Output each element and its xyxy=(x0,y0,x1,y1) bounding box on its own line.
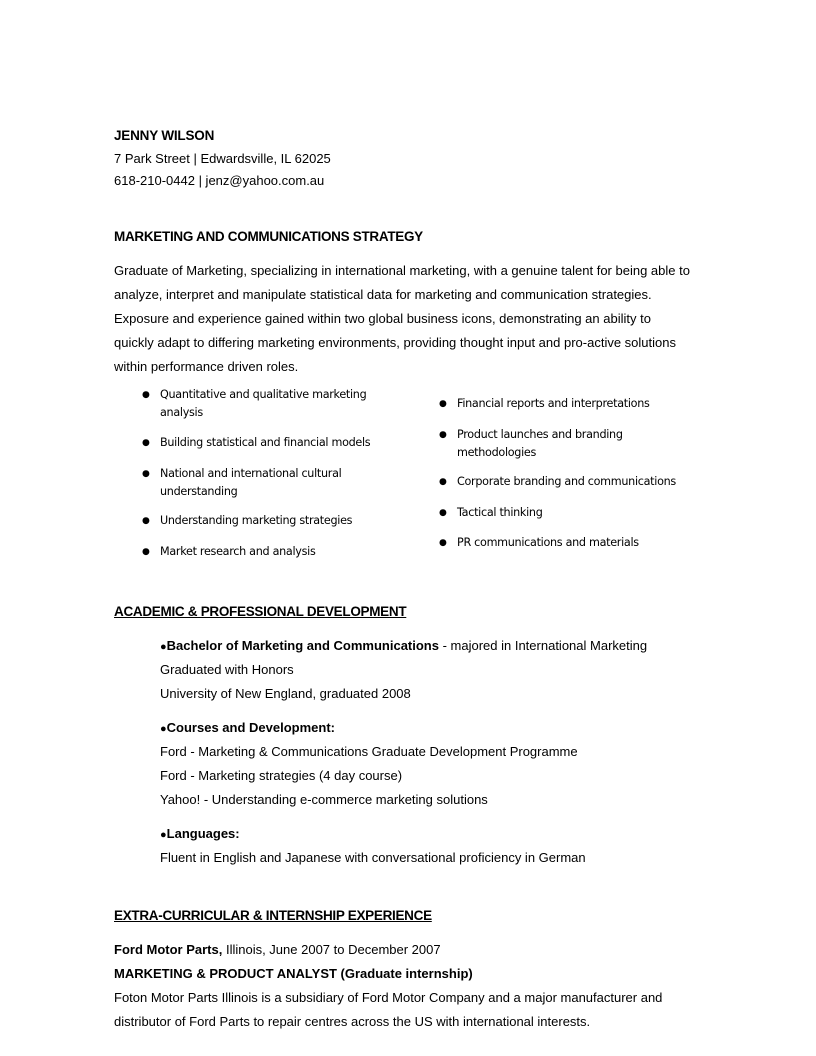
bullet-icon: ● xyxy=(439,430,447,440)
summary-heading: MARKETING AND COMMUNICATIONS STRATEGY xyxy=(114,229,423,244)
skill-item: ● Tactical thinking xyxy=(457,504,717,522)
skill-item: ● Financial reports and interpretations xyxy=(457,395,717,413)
degree-university: University of New England, graduated 2008 xyxy=(160,686,411,701)
bullet-icon: ● xyxy=(142,438,150,448)
degree-honors: Graduated with Honors xyxy=(160,662,294,677)
experience-heading: EXTRA-CURRICULAR & INTERNSHIP EXPERIENCE xyxy=(114,908,432,923)
skill-item: ● Corporate branding and communications xyxy=(457,473,697,491)
skill-item: ● Building statistical and financial models xyxy=(160,434,420,452)
degree-major: - majored in International Marketing xyxy=(438,638,648,653)
bullet-icon: ● xyxy=(439,508,447,518)
summary-line: Graduate of Marketing, specializing in international marketing, with a genuine talent for being able to xyxy=(114,263,690,278)
courses-heading: ●Courses and Development: xyxy=(160,720,335,735)
experience-description-line: distributor of Ford Parts to repair centres across the US with international interests. xyxy=(114,1014,591,1029)
academic-heading: ACADEMIC & PROFESSIONAL DEVELOPMENT xyxy=(114,604,407,619)
skill-item: ● Understanding marketing strategies xyxy=(160,512,420,530)
bullet-icon: ● xyxy=(142,516,150,526)
skill-item: ● Quantitative and qualitative marketing analysis xyxy=(142,388,367,419)
company-line xyxy=(114,942,441,957)
bullet-icon: ● xyxy=(142,469,150,479)
languages-text: Fluent in English and Japanese with conversational proficiency in German xyxy=(160,850,586,865)
bullet-icon: ● xyxy=(160,723,167,735)
candidate-name: JENNY WILSON xyxy=(114,128,215,143)
degree-line xyxy=(160,638,647,653)
skill-item: ● Product launches and branding methodologies xyxy=(439,428,623,459)
summary-line: Exposure and experience gained within two global business icons, demonstrating an ability to xyxy=(114,311,651,326)
summary-paragraph xyxy=(114,259,714,379)
languages-heading: ●Languages: xyxy=(160,826,240,841)
summary-line: analyze, interpret and manipulate statistical data for marketing and communication strategies. xyxy=(114,287,652,302)
skill-item: ● National and international cultural understanding xyxy=(142,467,342,498)
skill-item: ● PR communications and materials xyxy=(457,534,717,552)
bullet-icon: ● xyxy=(142,390,150,400)
degree-title: Bachelor of Marketing and Communications xyxy=(166,638,439,653)
bullet-icon: ● xyxy=(439,477,447,487)
course-item: Ford - Marketing & Communications Graduate Development Programme xyxy=(160,744,578,759)
bullet-icon: ● xyxy=(160,829,167,841)
bullet-icon: ● xyxy=(439,399,447,409)
summary-line: quickly adapt to differing marketing environments, providing thought input and pro-active solutions xyxy=(114,335,676,350)
experience-description-line: Foton Motor Parts Illinois is a subsidiary of Ford Motor Company and a major manufacturer and xyxy=(114,990,663,1005)
address-line: 7 Park Street | Edwardsville, IL 62025 xyxy=(114,151,331,166)
company-name: Ford Motor Parts, xyxy=(114,942,223,957)
bullet-icon: ● xyxy=(142,547,150,557)
course-item: Yahoo! - Understanding e-commerce marketing solutions xyxy=(160,792,488,807)
bullet-icon: ● xyxy=(160,641,167,653)
phone-email-line: 618-210-0442 | jenz@yahoo.com.au xyxy=(114,173,325,188)
company-details: Illinois, June 2007 to December 2007 xyxy=(222,942,441,957)
course-item: Ford - Marketing strategies (4 day course) xyxy=(160,768,403,783)
bullet-icon: ● xyxy=(439,538,447,548)
role-title: MARKETING & PRODUCT ANALYST (Graduate internship) xyxy=(114,966,473,981)
skill-item: ● Market research and analysis xyxy=(160,543,420,561)
summary-line: within performance driven roles. xyxy=(114,359,299,374)
